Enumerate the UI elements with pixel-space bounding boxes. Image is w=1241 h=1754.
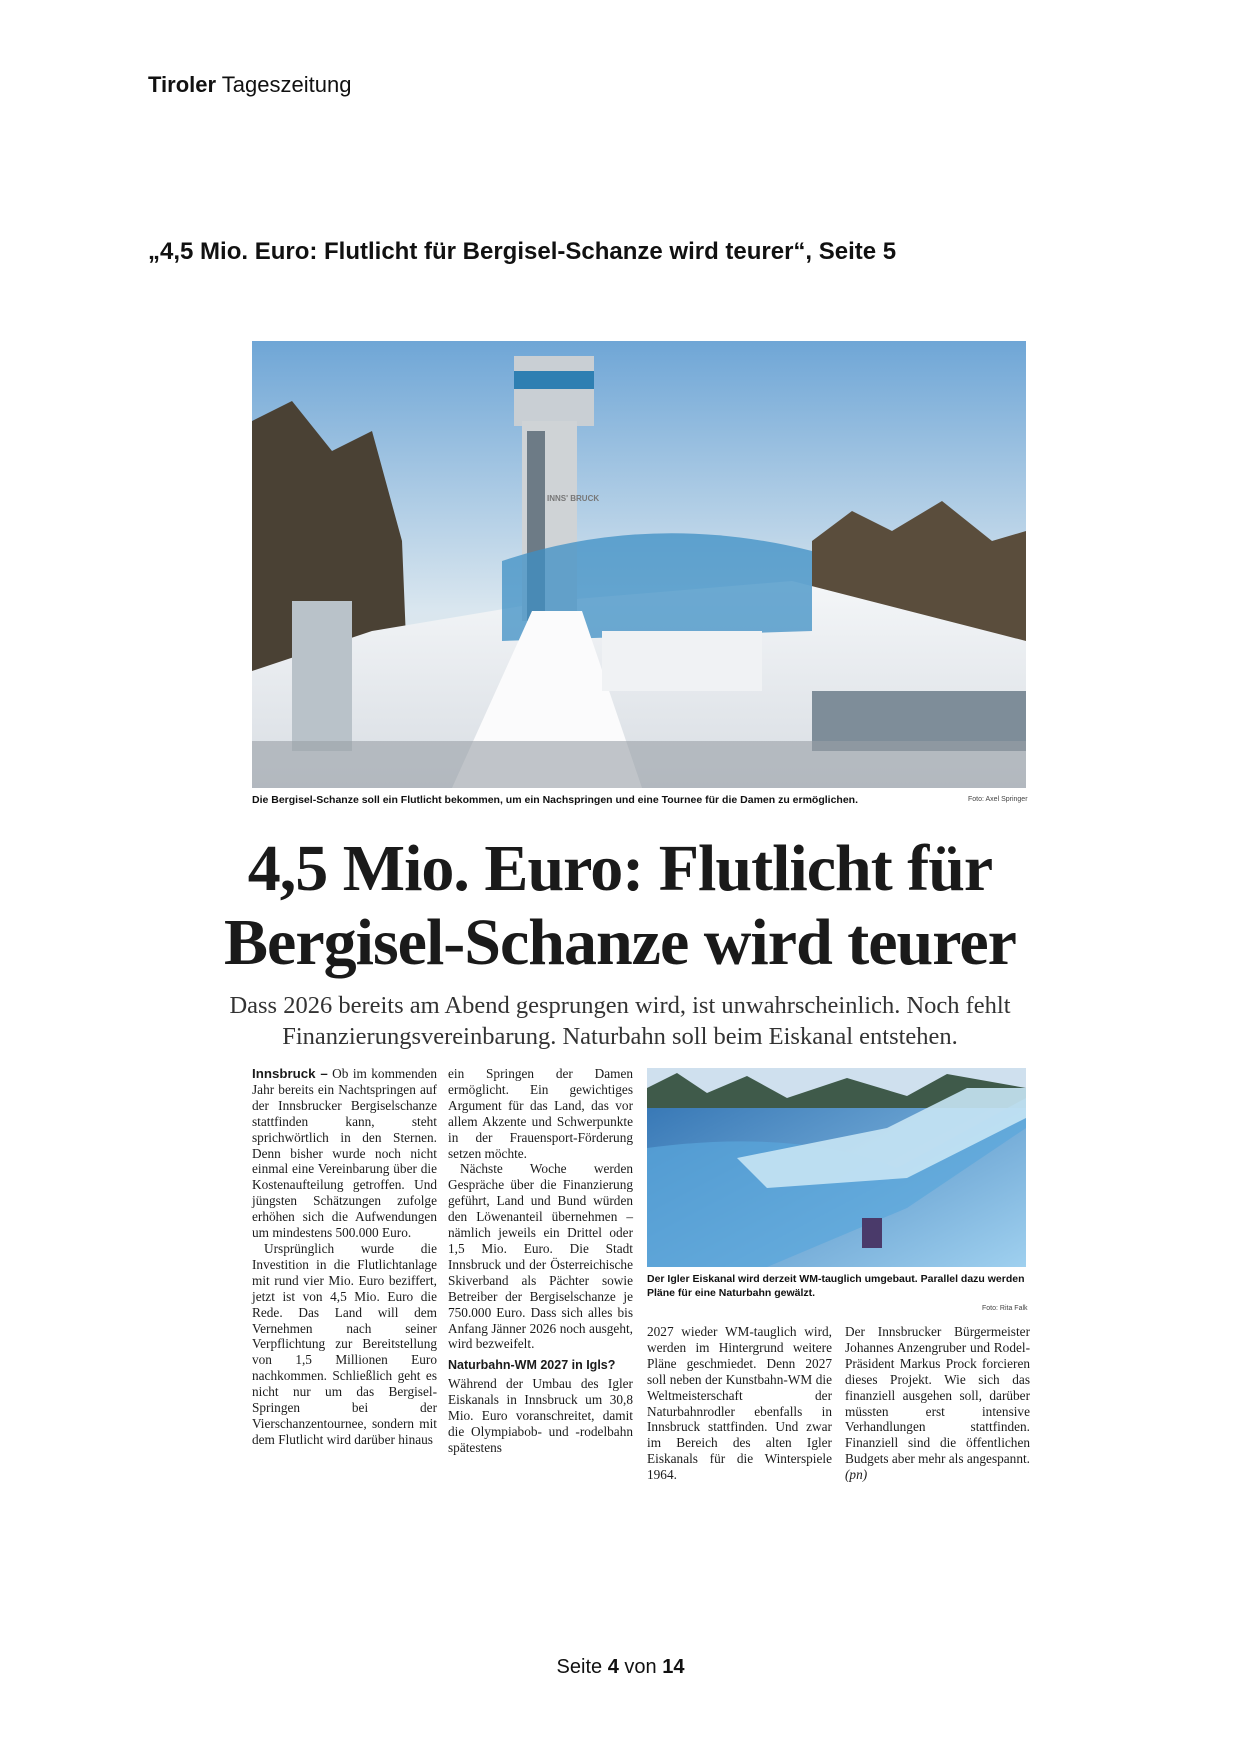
ice-channel-photo — [647, 1068, 1026, 1267]
photo-caption: Der Igler Eiskanal wird derzeit WM-tauglich umgebaut. Parallel dazu werden Pläne für eine Naturbahn gewälzt. — [647, 1273, 1025, 1299]
author-initials: (pn) — [845, 1467, 868, 1483]
publication-name: Tiroler Tageszeitung — [148, 72, 352, 97]
article-column-2: ein Springen der Damen ermöglicht. Ein gewichtiges Argument für das Land, das vor allem Akzente und Schwerpunkte in der Frauensport-Förderung setzen möchte. Nächste Woche werden Gespräche über die Finanzierung geführt, Land und Bund würden den Löwenanteil übernehmen – nämlich jeweils ein Drittel oder 1,5 Mio. Euro. Die Stadt Innsbruck und der Österreichische Skiverband als Pächter sowie Betreiber der Bergiselschanze je 750.000 Euro. Dass sich alles bis Anfang Jänner 2026 noch ausgeht, wird bezweifelt. Naturbahn-WM 2027 in Igls? Während der Umbau des Igler Eiskanals in Innsbruck um 30,8 Mio. Euro voranschreitet, damit die Olympiabob- und -rodelbahn spätestens — [448, 1066, 633, 1455]
photo-caption: Die Bergisel-Schanze soll ein Flutlicht bekommen, um ein Nachspringen und eine Tournee für die Damen zu ermöglichen. — [252, 794, 859, 806]
article-headline: 4,5 Mio. Euro: Flutlicht für Bergisel-Schanze wird teurer — [224, 832, 1016, 979]
photo-credit: Foto: Axel Springer — [968, 796, 1028, 803]
article-column-4: Der Innsbrucker Bürgermeister Johannes Anzengruber und Rodel-Präsident Markus Prock forcieren dieses Projekt. Wie sich das finanziell ausgehen soll, darüber müssten erst intensive Verhandlungen stattfinden. Finanziell sind die öffentlichen Budgets aber mehr als angespannt. (pn) — [845, 1324, 1030, 1483]
article-column-3: 2027 wieder WM-tauglich wird, werden im Hintergrund weitere Pläne geschmiedet. Denn 2027 soll neben der Kunstbahn-WM die Weltmeisterschaft der Naturbahnrodler ebenfalls in Innsbruck stattfinden. Und zwar im Bereich des alten Igler Eiskanals für die Winterspiele 1964. — [647, 1324, 832, 1483]
page-number: Seite 4 von 14 — [556, 1656, 685, 1678]
ski-jump-photo — [252, 341, 1026, 788]
article-subheadline: Dass 2026 bereits am Abend gesprungen wird, ist unwahrscheinlich. Noch fehlt Finanzierungsvereinbarung. Naturbahn soll beim Eiskanal entstehen. — [229, 992, 1011, 1050]
article-subheading: Naturbahn-WM 2027 in Igls? — [448, 1358, 616, 1373]
article-column-1: Innsbruck – Ob im kommenden Jahr bereits ein Nachtspringen auf der Innsbrucker Bergiselschanze stattfinden kann, steht sprichwörtlich in den Sternen. Denn bisher wurde noch nicht einmal eine Vereinbarung über die Kostenaufteilung getroffen. Und jüngsten Schätzungen zufolge erhöhen sich die Aufwendungen um mindestens 500.000 Euro. Ursprünglich wurde die Investition in die Flutlichtanlage mit rund vier Mio. Euro beziffert, jetzt ist von 4,5 Mio. Euro die Rede. Das Land will dem Vernehmen nach seiner Verpflichtung zur Bereitstellung von 1,5 Millionen Euro nachkommen. Schließlich geht es nicht nur um das Bergisel-Springen bei der Vierschanzentournee, sondern mit dem Flutlicht wird darüber hinaus — [252, 1066, 438, 1447]
tower-sign: INNS' BRUCK — [547, 494, 600, 503]
article-reference: „4,5 Mio. Euro: Flutlicht für Bergisel-Schanze wird teurer“, Seite 5 — [148, 238, 897, 265]
photo-credit: Foto: Rita Falk — [982, 1305, 1028, 1312]
